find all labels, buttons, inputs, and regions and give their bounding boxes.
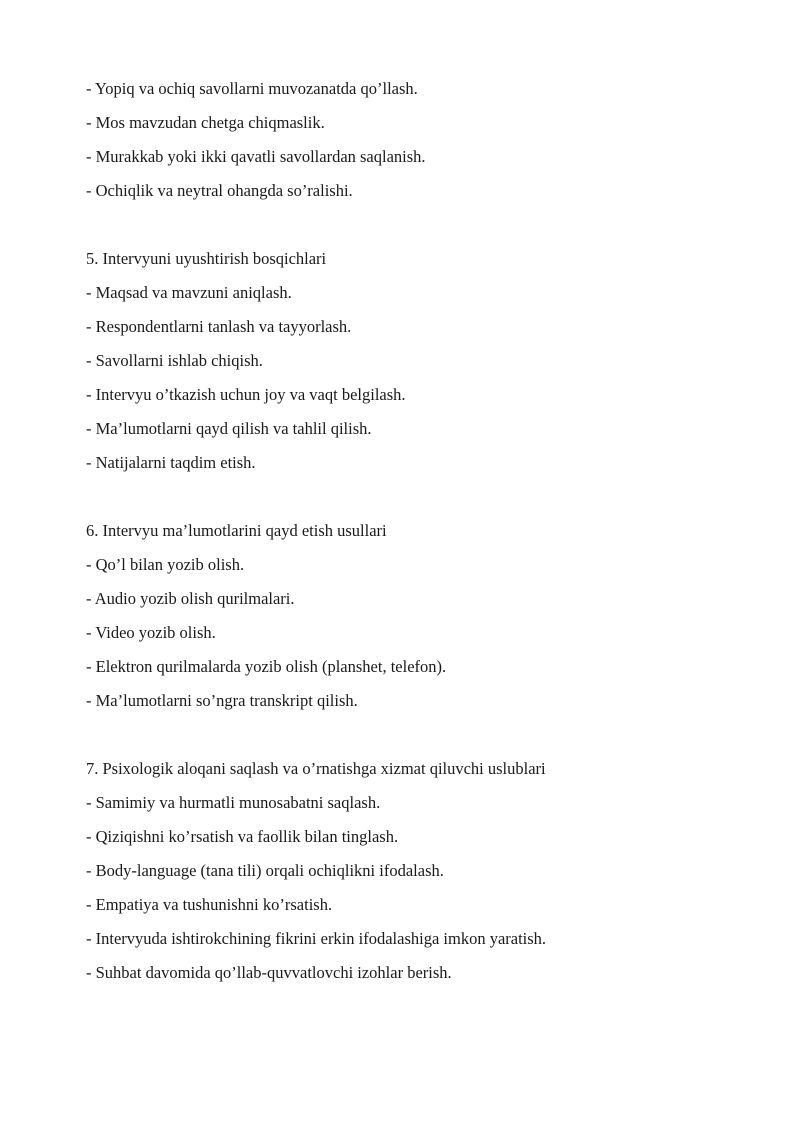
document-page [86,72,766,990]
list-item: - Intervyu o’tkazish uchun joy va vaqt belgilash. [86,385,406,404]
list-item: - Body-language (tana tili) orqali ochiqlikni ifodalash. [86,861,444,880]
list-item: - Yopiq va ochiq savollarni muvozanatda qo’llash. [86,79,418,98]
list-item: - Ma’lumotlarni qayd qilish va tahlil qilish. [86,419,372,438]
list-item: - Mos mavzudan chetga chiqmaslik. [86,113,325,132]
list-item: - Suhbat davomida qo’llab-quvvatlovchi izohlar berish. [86,963,452,982]
section-5 [86,242,766,480]
paragraph-gap [86,718,766,752]
section-heading: 7. Psixologik aloqani saqlash va o’rnatishga xizmat qiluvchi uslublari [86,759,546,778]
list-item: - Qiziqishni ko’rsatish va faollik bilan tinglash. [86,827,399,846]
list-item: - Audio yozib olish qurilmalari. [86,589,295,608]
list-item: - Video yozib olish. [86,623,216,642]
list-item: - Ma’lumotlarni so’ngra transkript qilish. [86,691,358,710]
list-item: - Qo’l bilan yozib olish. [86,555,245,574]
list-item: - Elektron qurilmalarda yozib olish (planshet, telefon). [86,657,447,676]
section-heading: 5. Intervyuni uyushtirish bosqichlari [86,249,327,268]
list-item: - Natijalarni taqdim etish. [86,453,256,472]
section-heading: 6. Intervyu ma’lumotlarini qayd etish usullari [86,521,387,540]
intro-list [86,72,766,208]
list-item: - Intervyuda ishtirokchining fikrini erkin ifodalashiga imkon yaratish. [86,929,547,948]
list-item: - Empatiya va tushunishni ko’rsatish. [86,895,333,914]
list-item: - Maqsad va mavzuni aniqlash. [86,283,292,302]
section-6 [86,514,766,718]
list-item: - Murakkab yoki ikki qavatli savollardan saqlanish. [86,147,426,166]
list-item: - Savollarni ishlab chiqish. [86,351,263,370]
section-7 [86,752,766,990]
list-item: - Ochiqlik va neytral ohangda so’ralishi. [86,181,353,200]
list-item: - Respondentlarni tanlash va tayyorlash. [86,317,352,336]
list-item: - Samimiy va hurmatli munosabatni saqlash. [86,793,381,812]
paragraph-gap [86,480,766,514]
paragraph-gap [86,208,766,242]
